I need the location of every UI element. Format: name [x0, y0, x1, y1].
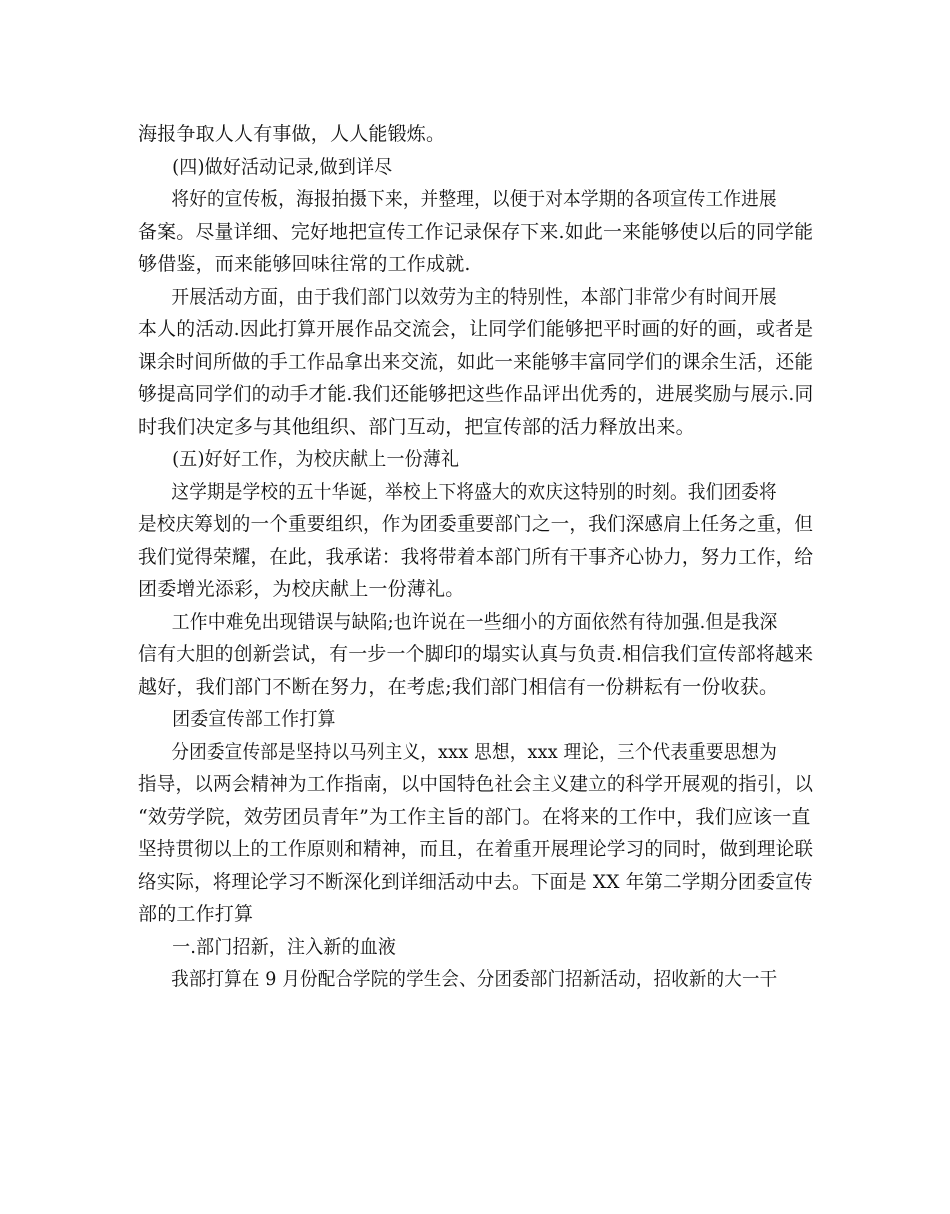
- text-line: 分团委宣传部是坚持以马列主义，xxx 思想，xxx 理论，三个代表重要思想为: [171, 740, 777, 763]
- text-line: 团委增光添彩，为校庆献上一份薄礼。: [138, 578, 465, 600]
- text-line: 坚持贯彻以上的工作原则和精神，而且，在着重开展理论学习的同时，做到理论联: [138, 838, 814, 860]
- text-line: 备案。尽量详细、完好地把宣传工作记录保存下来.如此一来能够使以后的同学能: [138, 220, 814, 243]
- text-line: 指导，以两会精神为工作指南，以中国特色社会主义建立的科学开展观的指引，以: [138, 773, 814, 795]
- text-line: 越好，我们部门不断在努力，在考虑;我们部门相信有一份耕耘有一份收获。: [138, 675, 779, 698]
- text-line: 一.部门招新，注入新的血液: [172, 935, 397, 958]
- text-line: (四)做好活动记录,做到详尽: [172, 155, 393, 178]
- text-line: 我部打算在 9 月份配合学院的学生会、分团委部门招新活动，招收新的大一干: [171, 968, 778, 990]
- text-line: 课余时间所做的手工作品拿出来交流，如此一来能够丰富同学们的课余生活，还能: [138, 350, 814, 373]
- text-line: 时我们决定多与其他组织、部门互动，把宣传部的活力释放出来。: [138, 415, 695, 438]
- text-line: (五)好好工作，为校庆献上一份薄礼: [172, 448, 460, 470]
- text-line: 这学期是学校的五十华诞，举校上下将盛大的欢庆这特别的时刻。我们团委将: [171, 480, 777, 503]
- text-line: 部的工作打算: [138, 903, 254, 925]
- text-line: 信有大胆的创新尝试，有一步一个脚印的塌实认真与负责.相信我们宣传部将越来: [138, 643, 814, 665]
- text-line: 我们觉得荣耀，在此，我承诺：我将带着本部门所有干事齐心协力，努力工作，给: [138, 545, 814, 568]
- text-line: “效劳学院，效劳团员青年”为工作主旨的部门。在将来的工作中，我们应该一直: [138, 805, 811, 828]
- text-line: 开展活动方面，由于我们部门以效劳为主的特别性，本部门非常少有时间开展: [171, 285, 777, 308]
- document-body: [138, 118, 813, 996]
- text-line: 够借鉴，而来能够回味往常的工作成就.: [138, 253, 471, 275]
- text-line: 本人的活动.因此打算开展作品交流会，让同学们能够把平时画的好的画，或者是: [138, 318, 814, 340]
- text-line: 将好的宣传板，海报拍摄下来，并整理，以便于对本学期的各项宣传工作进展: [171, 188, 777, 210]
- text-line: 工作中难免出现错误与缺陷;也许说在一些细小的方面依然有待加强.但是我深: [171, 610, 778, 633]
- text-line: 海报争取人人有事做，人人能锻炼。: [138, 123, 446, 145]
- text-line: 络实际，将理论学习不断深化到详细活动中去。下面是 XX 年第二学期分团委宣传: [138, 870, 813, 893]
- text-line: 是校庆筹划的一个重要组织，作为团委重要部门之一，我们深感肩上任务之重，但: [138, 513, 814, 535]
- text-line: 团委宣传部工作打算: [172, 708, 336, 730]
- text-line: 够提高同学们的动手才能.我们还能够把这些作品评出优秀的，进展奖励与展示.同: [138, 383, 814, 405]
